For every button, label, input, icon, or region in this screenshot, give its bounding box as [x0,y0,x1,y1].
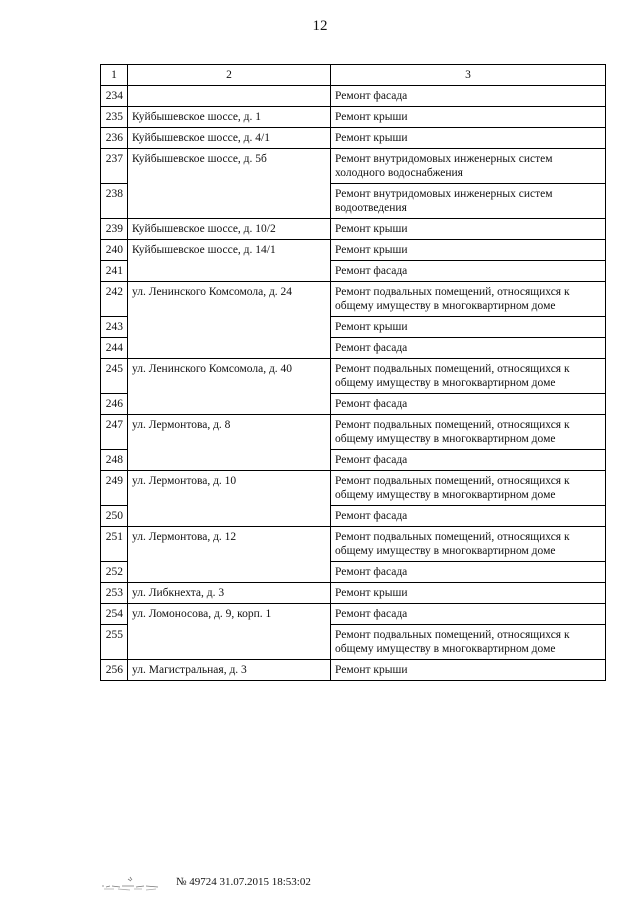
row-work: Ремонт крыши [331,660,606,681]
row-number: 239 [101,219,128,240]
row-number: 256 [101,660,128,681]
row-address: Куйбышевское шоссе, д. 14/1 [128,240,331,282]
table-row [101,660,606,681]
row-work: Ремонт подвальных помещений, относящихся к общему имуществу в многоквартирном доме [331,471,606,506]
table-row [101,415,606,450]
row-address: Куйбышевское шоссе, д. 1 [128,107,331,128]
row-work: Ремонт фасада [331,394,606,415]
table-row [101,240,606,261]
row-number: 243 [101,317,128,338]
row-work: Ремонт внутридомовых инженерных систем холодного водоснабжения [331,149,606,184]
row-number: 248 [101,450,128,471]
row-work: Ремонт фасада [331,261,606,282]
row-number: 237 [101,149,128,184]
table-row [101,527,606,562]
row-number: 255 [101,625,128,660]
page-number: 12 [312,18,328,34]
table-row [101,604,606,625]
row-number: 253 [101,583,128,604]
row-number: 238 [101,184,128,219]
header-cell-1: 1 [101,65,128,86]
row-work: Ремонт фасада [331,338,606,359]
table-row [101,583,606,604]
row-work: Ремонт фасада [331,450,606,471]
table-header-row [101,65,606,86]
row-number: 252 [101,562,128,583]
row-work: Ремонт крыши [331,107,606,128]
row-address: ул. Ломоносова, д. 9, корп. 1 [128,604,331,660]
row-address: Куйбышевское шоссе, д. 10/2 [128,219,331,240]
table-row [101,149,606,184]
row-work: Ремонт крыши [331,240,606,261]
row-number: 246 [101,394,128,415]
header-cell-2: 2 [128,65,331,86]
row-work: Ремонт подвальных помещений, относящихся к общему имуществу в многоквартирном доме [331,359,606,394]
table-row [101,359,606,394]
table-row [101,86,606,107]
row-work: Ремонт подвальных помещений, относящихся к общему имуществу в многоквартирном доме [331,527,606,562]
row-number: 235 [101,107,128,128]
table-row [101,107,606,128]
row-work: Ремонт крыши [331,219,606,240]
row-number: 254 [101,604,128,625]
row-number: 244 [101,338,128,359]
row-number: 245 [101,359,128,394]
row-address: Куйбышевское шоссе, д. 5б [128,149,331,219]
row-address [128,86,331,107]
table-row [101,128,606,149]
row-work: Ремонт фасада [331,604,606,625]
row-number: 240 [101,240,128,261]
row-address: ул. Либкнехта, д. 3 [128,583,331,604]
row-work: Ремонт подвальных помещений, относящихся к общему имуществу в многоквартирном доме [331,282,606,317]
document-registration-mark: № 49724 31.07.2015 18:53:02 [176,876,311,888]
table-row [101,282,606,317]
row-work: Ремонт подвальных помещений, относящихся к общему имуществу в многоквартирном доме [331,625,606,660]
row-address: ул. Лермонтова, д. 10 [128,471,331,527]
row-work: Ремонт подвальных помещений, относящихся к общему имуществу в многоквартирном доме [331,415,606,450]
row-number: 241 [101,261,128,282]
row-address: Куйбышевское шоссе, д. 4/1 [128,128,331,149]
row-address: ул. Магистральная, д. 3 [128,660,331,681]
row-address: ул. Ленинского Комсомола, д. 24 [128,282,331,359]
row-number: 251 [101,527,128,562]
row-number: 247 [101,415,128,450]
row-work: Ремонт крыши [331,128,606,149]
document-footer [100,872,500,896]
row-work: Ремонт крыши [331,317,606,338]
header-cell-3: 3 [331,65,606,86]
row-address: ул. Ленинского Комсомола, д. 40 [128,359,331,415]
row-address: ул. Лермонтова, д. 8 [128,415,331,471]
row-work: Ремонт крыши [331,583,606,604]
row-address: ул. Лермонтова, д. 12 [128,527,331,583]
works-table [100,64,606,681]
row-number: 250 [101,506,128,527]
row-work: Ремонт внутридомовых инженерных систем водоотведения [331,184,606,219]
registration-stamp-icon [100,876,162,892]
row-work: Ремонт фасада [331,562,606,583]
row-number: 236 [101,128,128,149]
table-row [101,471,606,506]
row-number: 234 [101,86,128,107]
table-row [101,219,606,240]
row-number: 242 [101,282,128,317]
row-work: Ремонт фасада [331,86,606,107]
row-number: 249 [101,471,128,506]
row-work: Ремонт фасада [331,506,606,527]
